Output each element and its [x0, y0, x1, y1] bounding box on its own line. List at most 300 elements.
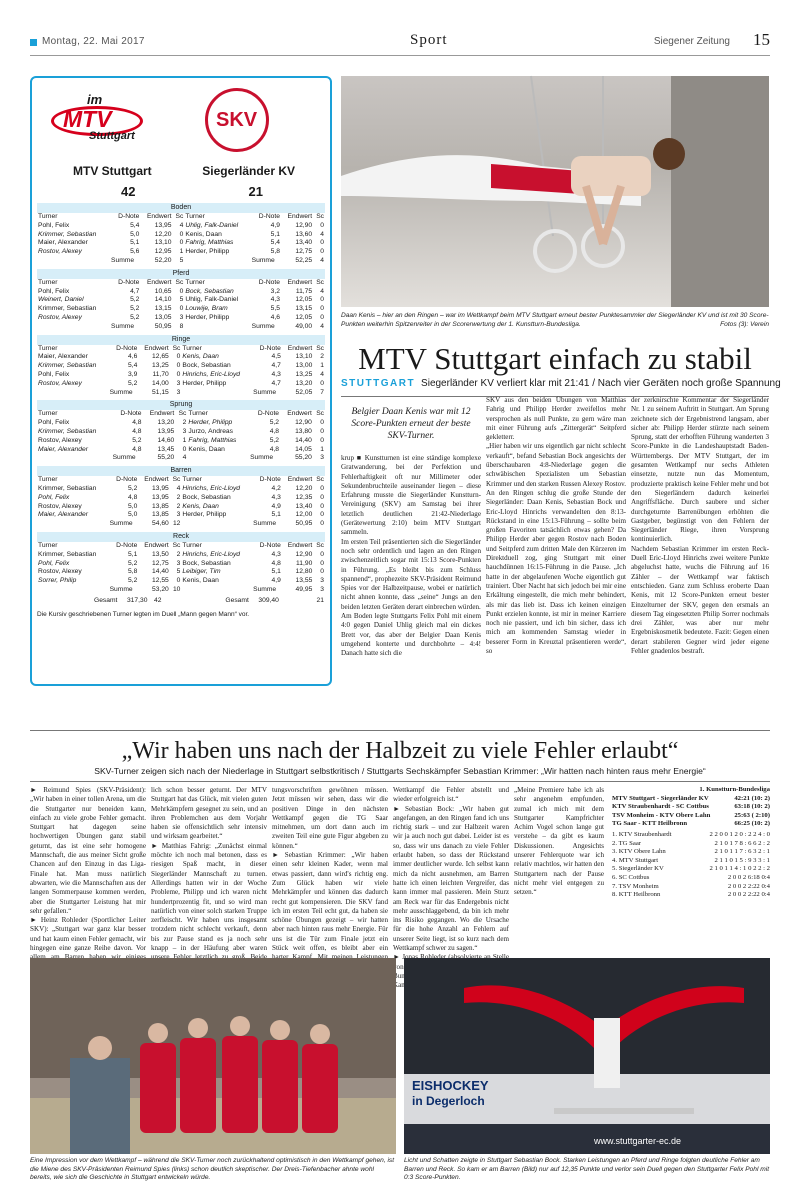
column-header: Sc [316, 476, 324, 484]
sum-cell: 52,25 [295, 256, 313, 264]
column-header: Turner [185, 278, 205, 286]
divider [30, 730, 770, 731]
table-cell: 3,2 [270, 287, 280, 295]
kicker-text: Siegerländer KV verliert klar mit 21:41 / Nach vier Geräten noch große Spannung [421, 378, 781, 389]
total-row [37, 597, 325, 606]
sum-cell: 53,20 [152, 585, 169, 593]
table-cell: Bock, Sebastian [182, 559, 231, 567]
sum-cell: Summe [251, 322, 275, 330]
table-cell: Hinrichs, Eric-Lloyd [182, 484, 241, 492]
table-cell: 2 [182, 419, 187, 427]
sum-cell: 0 [320, 520, 324, 528]
photo-rings [341, 76, 769, 307]
table-header-row [37, 213, 325, 222]
table-cell: 0 [320, 511, 324, 519]
column-header: Turner [38, 541, 58, 549]
sum-cell: 52,05 [295, 388, 313, 396]
table-cell: 4,3 [271, 550, 281, 558]
table-cell: 13,15 [154, 305, 172, 313]
table-cell: 1 [320, 445, 324, 453]
divider [30, 781, 770, 782]
table-cell: 5,1 [271, 568, 281, 576]
team-record: 2 1 0 1 7 8 : 6 6 2 : 2 [714, 839, 770, 847]
table-row [37, 362, 325, 371]
sum-cell: 4 [320, 322, 324, 330]
table-cell: Maier, Alexander [38, 353, 88, 361]
photo-team-caption: Eine Impression vor dem Wettkampf – während die SKV-Turner noch zurückhaltend optimistisch in den Wettkampf gehen, ist die Miene des SKV-Präsidenten Reimund Spies (links) schon deutlich skeptischer. Der Dreis-Tiefenbacher ahnte wohl bereits, wie sich die Geschichte in Stuttgart entwickeln würde. [30, 1157, 395, 1181]
apparatus-4 [37, 466, 325, 529]
team-record: 2 0 0 2 6:18 0:4 [727, 873, 770, 881]
apparatus-title: Pferd [37, 269, 325, 279]
sum-cell: 3 [176, 388, 181, 396]
table-cell: 12,90 [295, 221, 313, 229]
table-cell: 3 [182, 427, 187, 435]
table-cell: Maier, Alexander [38, 239, 88, 247]
table-cell: Maier, Alexander [38, 511, 88, 519]
apparatus-table [37, 279, 325, 332]
table-row [37, 503, 325, 512]
sum-cell [181, 586, 252, 595]
issue-date: Montag, 22. Mai 2017 [42, 36, 145, 47]
table-cell: 13,85 [152, 502, 169, 510]
table-cell: 0 [320, 550, 324, 558]
article2-subhead: SKV-Turner zeigen sich nach der Niederlage in Stuttgart selbstkritisch / Stuttgarts Sechskämpfer Sebastian Krimmer: „Wir hatten nach hinten raus mehr Energie“ [94, 766, 706, 776]
table-row [37, 419, 325, 428]
table-cell: 0 [182, 445, 187, 453]
match-score: 66:25 (10: 2) [734, 820, 770, 828]
table-cell: 11,90 [296, 559, 313, 567]
table-cell: 5,1 [270, 230, 280, 238]
column-header: Turner [38, 278, 58, 286]
table-row [37, 446, 325, 455]
team-record: 2 0 0 2 2:22 0:4 [727, 891, 770, 899]
table-cell: 13,10 [154, 239, 172, 247]
table-cell: 4,3 [271, 370, 281, 378]
league-match [612, 812, 770, 821]
table-cell: 5,4 [130, 221, 140, 229]
column-header: Turner [182, 541, 202, 549]
table-cell: 0 [320, 239, 324, 247]
team-name: 3. KTV Obere Lahn [612, 848, 666, 856]
table-header-row [37, 345, 325, 354]
mtv-logo [51, 92, 156, 146]
table-cell: 0 [176, 370, 181, 378]
sum-cell: 54,60 [152, 520, 169, 528]
column-header: Sc [172, 476, 181, 484]
table-cell: 0 [320, 248, 324, 256]
table-cell: 12,05 [295, 313, 313, 321]
table-cell: 0 [179, 287, 184, 295]
table-cell: 5,8 [270, 248, 280, 256]
article2-col3: tungsvorschriften gewöhnen müssen. Jetzt müssen wir sehen, dass wir die positiven Dinge in den nächsten Wettkampf gegen die TG Saar mitnehmen, um dort dann auch im zweiten Teil eine gute Figur abgeben zu können.“ ► Sebastian Krimmer: „Wir haben einen sehr kleinen Kader, wenn mal etwas passiert, dann wird's richtig eng. Zum Glück haben wir viele Mehrkämpfer und können das dadurch recht gut kompensieren. Die SKV fand ich im ersten Teil echt gut, da haben sie schöne Übungen gezeigt – wir hatten aber nach hinten raus mehr Energie. Für uns ist die Tür zum Finale jetzt ein Stück weit offen, es bleibt aber ein [272, 786, 388, 953]
sum-row [37, 323, 325, 332]
table-cell: 0 [176, 577, 181, 585]
table-cell: 13,95 [154, 221, 172, 229]
table-cell: 5,2 [128, 484, 138, 492]
standings-row [612, 857, 770, 866]
team-record: 2 2 0 0 1 2 0 : 2 2 4 : 0 [709, 830, 770, 838]
table-cell: 12,05 [295, 296, 313, 304]
column-header: D-Note [257, 410, 280, 418]
apparatus-0 [37, 203, 325, 266]
sum-cell: Summe [112, 454, 136, 462]
table-cell: Rostov, Alexey [38, 568, 82, 576]
sum-cell: 49,00 [295, 322, 313, 330]
table-cell: 4,3 [270, 296, 280, 304]
sum-cell: Summe [109, 585, 133, 593]
photo-barren [404, 958, 770, 1154]
table-cell: 5,2 [269, 436, 280, 444]
table-cell: 5,2 [130, 305, 140, 313]
table-row [37, 353, 325, 362]
banner-degerloch: in Degerloch [412, 1094, 485, 1108]
column-header: Turner [38, 213, 58, 220]
table-cell: 4,8 [269, 427, 280, 435]
league-match [612, 803, 770, 812]
article1-col2: SKV aus den beiden Übungen von Matthias Fahrig und Philipp Herder zweifellos mehr versprochen als null Punkte, zu gern wäre man mit einer Führung aufs „Zittergerät“ Seitpferd gekletterr. „Hier haben wir uns eigentlich gar nicht schlecht verkauft“, befand Sebastian Bock angesichts der überschaubaren 4:8-Niederlage gegen die schwäbischen Spezialisten um Sebastian Krimmer und den starken Russen Alexey Rostov. An den Ringen schlug die große Stunde der Siegerländer: Daan Kenis, Sebastian Bock und Eric-Lloyd Hinrichs verwandelten den 8:13-Rückstand in eine 15:13-Führung – sollte beim großen Favoriten tatsächlich etwas gehen? Da Philipp Herder aber gegen Rostov nach Boden und Seitpferd zum dritten Male den Kürzeren im Direktduell zog, ging Stuttgart mit einer hauchdünnen 16:15-Führung in die Pause. „Ich hatte in der abgelaufenen Woche eigentlich gut trainiert. Über Nacht hat sich jedoch bei mir eine Erkältung eingestellt, die mich mehr behindert, als mir das lieb ist. Dass ich keinen einzigen Punkt erzielen konnte, ist mir in meiner Karriere noch nie passiert, und ich bin sicher, dass ich mich am kommenden Samstag wieder in besserer Form in Kreuztal präsentieren werde“, so [486, 396, 627, 656]
sum-cell: 50,95 [154, 322, 172, 330]
table-cell: 3 [176, 511, 181, 519]
team-record: 2 1 1 0 1 5 : 9 3 3 : 1 [714, 856, 770, 864]
mtv-logo-text: MTV [63, 106, 112, 132]
table-cell: 5,0 [130, 230, 140, 238]
sum-row [37, 520, 325, 529]
mtv-logo-prefix: im [87, 92, 103, 107]
table-cell: 12,65 [152, 353, 169, 361]
table-row [37, 485, 325, 494]
table-cell: 13,95 [152, 484, 169, 492]
table-cell: 4,8 [271, 559, 281, 567]
team-record: 2 0 0 2 2:22 0:4 [727, 882, 770, 890]
team-name: 2. TG Saar [612, 839, 642, 847]
column-header: Sc [316, 541, 324, 549]
column-header: Sc [316, 410, 324, 418]
match-teams: MTV Stuttgart - Siegerländer KV [612, 794, 709, 802]
article2-col4: Wettkampf die Fehler abstellt und wieder erfolgreich ist.“ ► Sebastian Bock: „Wir haben gut angefangen, an den Ringen fand ich uns richtig stark – und zur Halbzeit waren wir ja auch noch gut dabei. Leider ist es so, dass wir uns danach zu viele Fehler erlaubt haben, so dass der Rückstand immer deutlicher wurde. Ich selbst kann mich da nicht ausnehmen, am Barren hatte ich einen leichten Vergreifer, das kann immer mal passieren. Mein Sturz am Reck war für das Endergebnis nicht mehr ausschlaggebend, da bin ich mehr ins Risiko gegangen. Wo die Ursache für die hohe Anzahl an Fehlern auf unserer Seite liegt, ist so kurz nach dem Wettkampf schwer zu sagen.“ ► von [393, 786, 509, 971]
mtv-logo-sub: Stuttgart [89, 130, 135, 142]
sum-cell: 49,95 [295, 585, 313, 593]
table-cell: 14,05 [295, 445, 312, 453]
table-cell: Bock, Sebastian [182, 493, 231, 501]
table-cell: 0 [320, 379, 324, 387]
apparatus-1 [37, 269, 325, 332]
column-header: Endwert [287, 278, 313, 286]
table-row [37, 248, 325, 257]
table-cell: 5 [179, 296, 184, 304]
table-cell: 0 [320, 436, 324, 444]
table-cell: 0 [320, 493, 324, 501]
team-name: 6. SC Cottbus [612, 873, 650, 881]
sum-cell [37, 323, 110, 332]
table-cell: 5,2 [128, 559, 138, 567]
column-header: Endwert [287, 541, 313, 549]
table-cell: Fahrig, Matthias [185, 239, 234, 247]
table-cell: Herder, Philipp [185, 248, 230, 256]
table-cell: Kenis, Daan [182, 502, 219, 510]
table-cell: Herder, Philipp [182, 379, 227, 387]
table-cell: 4,9 [270, 221, 280, 229]
standings-row [612, 840, 770, 849]
table-row [37, 551, 325, 560]
table-cell: 13,10 [295, 353, 313, 361]
table-cell: 5,1 [271, 511, 281, 519]
table-cell: 4,3 [271, 493, 281, 501]
total-label: Gesamt [94, 596, 118, 604]
table-cell: 0 [176, 353, 181, 361]
league-match-results [612, 795, 770, 829]
league-standings [612, 831, 770, 900]
table-cell: Krimmer, Sebastian [38, 305, 97, 313]
apparatus-table [37, 410, 325, 463]
table-cell: Herder, Philipp [185, 313, 230, 321]
photo-rings-caption-text: Daan Kenis – hier an den Ringen – war im Wettkampf beim MTV Stuttgart erneut bester Punktesammler der Siegerländer KV und ist mit 30 Score-Punkten weiterhin Spitzenreiter in der Scorerwertung der 1. Kunstturn-Bundesliga. [341, 312, 769, 328]
column-header: D-Note [120, 410, 142, 418]
table-cell: 5,8 [128, 568, 138, 576]
column-header: D-Note [118, 278, 140, 286]
column-header: Sc [175, 213, 184, 220]
table-row [37, 380, 325, 389]
table-cell: Krimmer, Sebastian [38, 362, 97, 370]
photo-barren-caption: Licht und Schatten zeigte in Stuttgart Sebastian Bock. Starken Leistungen an Pferd und Ringe folgten deutliche Fehler am Barren und Reck. So kam er am Barren (Bild) nur auf 12,35 Punkte und verlor sein Duell gegen den Stuttgarter Felix Pohl mit 0:3 Score-Punkten. [404, 1157, 770, 1181]
apparatus-title: Barren [37, 466, 325, 476]
table-cell: 4,8 [269, 445, 280, 453]
page-number: 15 [753, 30, 770, 49]
table-cell: 10,65 [154, 287, 172, 295]
column-header: D-Note [118, 213, 140, 220]
table-cell: 2 [176, 493, 181, 501]
sum-row [37, 454, 325, 463]
table-cell: 3,9 [128, 370, 138, 378]
table-row [37, 296, 325, 305]
sum-cell: Summe [251, 256, 275, 264]
table-cell: 12,00 [295, 511, 313, 519]
table-cell: 0 [179, 230, 184, 238]
table-cell: Uhlig, Falk-Daniel [185, 296, 239, 304]
table-cell: Rostov, Alexey [38, 436, 82, 444]
table-cell: 4,8 [132, 427, 142, 435]
column-header: Sc [178, 410, 187, 418]
table-cell: Kenis, Daan [182, 353, 219, 361]
table-cell: 13,20 [157, 419, 175, 427]
column-header: Sc [316, 344, 324, 352]
table-cell: 12,35 [295, 493, 313, 501]
team-name: 1. KTV Straubenhardt [612, 830, 672, 838]
sum-cell [37, 257, 110, 266]
table-cell: 14,40 [295, 436, 312, 444]
sum-cell: 51,15 [152, 388, 169, 396]
table-cell: Krimmer, Sebastian [38, 427, 97, 435]
article2-col2: lich schon besser geturnt. Der MTV Stuttgart hat das Glück, mit vielen guten Mehrkämpfern gesegnet zu sein, und an ihren Problemchen aus dem Vorjahr haben sie offensichtlich sehr intensiv und wirksam gearbeitet.“ ► Matthias Fahrig: „Zunächst einmal möchte ich noch mal betonen, dass es riesigen Spaß macht, in dieser Siegerländer Mannschaft zu turnen. Allerdings hatten wir in der Woche Probleme, Philipp und ich waren nicht hundertprozentig fit, und so wird man natürlich von einer solch starken Truppe zerfleischt. Wir haben uns insgesamt trotzdem nicht schlecht verkauft, denn bis zur Pause stand es ja noch sehr knapp – in der Häufung aber waren [151, 786, 267, 953]
total-sc-home: 42 [153, 596, 162, 604]
table-cell: 5,6 [130, 248, 140, 256]
column-header: Turner [38, 344, 58, 352]
table-cell: 5 [176, 568, 181, 576]
sum-cell: 52,20 [154, 256, 172, 264]
table-cell: 0 [320, 484, 324, 492]
table-cell: 5,5 [270, 305, 280, 313]
sum-cell: 7 [320, 388, 324, 396]
apparatus-3 [37, 400, 325, 463]
column-header: D-Note [259, 476, 281, 484]
column-header: D-Note [116, 344, 138, 352]
sum-cell: 50,95 [295, 520, 313, 528]
home-score: 42 [121, 184, 136, 199]
table-cell: 4,2 [271, 484, 281, 492]
table-cell: 14,00 [152, 379, 169, 387]
total-label-away: Gesamt [225, 596, 249, 604]
sum-row [37, 257, 325, 266]
table-cell: 3 [179, 313, 184, 321]
sum-cell [37, 454, 112, 463]
sum-cell [37, 389, 109, 398]
table-cell: Hinrichs, Eric-Lloyd [182, 370, 241, 378]
article1-col1: krup ■ Kunstturnen ist eine ständige komplexe Gratwanderung, bei der Perfektion und Fehlerhaftigkeit oft nur Millimeter oder Sekundenbruchteile auseinander liegen – diese Erfahrung musste die Siegerländer Kunstturn-Vereinigung (SKV) am Samstag bei ihrer letztlich deutlichen 21:42-Niederlage (Gerätewertung 2:10) beim MTV Stuttgart sammeln. Im ersten Teil präsentierten sich die Siegerländer noch sehr ordentlich und lagen an den Ringen zwischenzeitlich sogar mit 15:13 Score-Punkten in Führung. „Es bleibt bis zum Schluss spannend“, prophezeite SKV-Präsident Reimund Spies vor der Halbzeitpause, wobei er natürlich nicht ahnen konnte, dass „seine“ Jungs an den beiden letzten Geräten derart einbrechen würden. Am Boden legte Stuttgarts Felix Pohl mit einem 4:0 gegen Daniel Uhlig gleich mal ein dickes Brett vor, das aber der Belgier Daan Kenis umgehend konterte und durchbohrte – 4:4! Danach hatte sich die [341, 454, 481, 658]
table-cell: 4 [320, 370, 324, 378]
table-cell: Pohl, Felix [38, 287, 70, 295]
table-cell: 5,2 [130, 313, 140, 321]
total-sc-away: 21 [316, 596, 324, 604]
table-cell: 5,0 [128, 511, 138, 519]
article2-col5: „Meine Premiere habe ich als sehr angenehm empfunden, zumal ich mich mit dem Stuttgarter Kampfrichter Achim Vogel schon lange gut verstehe – da gibt es kaum Diskussionen. Angesichts unserer Fehlerquote war ich relativ machtlos, wir hatten den Stuttgartern nach der Pause nicht mehr viel entgegen zu setzen.“ [514, 786, 604, 897]
table-row [37, 511, 325, 520]
skv-logo-text: SKV [216, 109, 258, 131]
table-header-row [37, 279, 325, 288]
column-header: D-Note [116, 541, 138, 549]
table-cell: 5,4 [270, 239, 280, 247]
column-header: D-Note [258, 278, 280, 286]
photo-team [30, 958, 396, 1154]
table-cell: 5,1 [130, 239, 140, 247]
banner-eishockey: EISHOCKEY [412, 1078, 489, 1093]
table-cell: 11,75 [295, 287, 313, 295]
apparatus-table [37, 345, 325, 398]
sum-cell: 8 [179, 322, 184, 330]
standings-row [612, 874, 770, 883]
table-cell: Rostov, Alexey [38, 313, 82, 321]
table-cell: 13,05 [154, 313, 172, 321]
table-cell: 12,80 [295, 568, 313, 576]
table-cell: 4,7 [271, 379, 281, 387]
table-cell: 4,7 [271, 362, 281, 370]
sum-cell: 5 [179, 256, 184, 264]
pull-quote: Belgier Daan Kenis war mit 12 Score-Punkten erneut der beste SKV-Turner. [351, 407, 471, 441]
match-score: 25:63 ( 2:10) [734, 811, 770, 819]
table-cell: 2 [176, 550, 181, 558]
sum-cell [184, 323, 250, 332]
table-cell: 13,95 [152, 493, 169, 501]
table-cell: Bock, Sebastian [185, 287, 234, 295]
apparatus-table [37, 542, 325, 595]
team-record: 2 1 0 1 1 7 : 6 3 2 : 1 [714, 848, 770, 856]
column-header: Turner [182, 476, 202, 484]
table-cell: 5,2 [269, 419, 280, 427]
table-cell: Weinert, Daniel [38, 296, 84, 304]
sum-cell [181, 520, 252, 529]
table-cell: 5,2 [128, 379, 138, 387]
home-team: MTV Stuttgart [73, 164, 152, 178]
sum-cell: Summe [253, 388, 277, 396]
sum-cell: Summe [111, 256, 135, 264]
team-name: 8. KTT Heilbronn [612, 891, 661, 899]
table-row [37, 239, 325, 248]
table-cell: Kenis, Daan [185, 230, 222, 238]
column-header: Sc [172, 344, 181, 352]
column-header: Turner [185, 213, 205, 220]
table-cell: 13,60 [295, 230, 313, 238]
standings-row [612, 865, 770, 874]
total-home: 317,30 [126, 596, 148, 604]
table-cell: Fahrig, Matthias [188, 436, 237, 444]
match-score: 63:18 (10: 2) [734, 803, 770, 811]
match-teams: TG Saar - KTT Heilbronn [612, 820, 688, 828]
table-cell: 4,8 [132, 445, 142, 453]
sum-cell: 55,20 [157, 454, 175, 462]
column-header: Endwert [149, 410, 175, 418]
table-cell: Pohl, Felix [38, 221, 70, 229]
table-cell: 5,1 [128, 550, 138, 558]
column-header: D-Note [116, 476, 138, 484]
table-header-row [37, 542, 325, 551]
column-header: Turner [38, 476, 58, 484]
sum-row [37, 389, 325, 398]
table-cell: 4 [320, 287, 324, 295]
column-header: Sc [316, 278, 324, 286]
table-row [37, 371, 325, 380]
column-header: Sc [316, 213, 324, 220]
table-cell: 12,75 [295, 248, 313, 256]
table-cell: Rostov, Alexey [38, 502, 82, 510]
table-cell: 4,8 [128, 493, 138, 501]
table-cell: 0 [320, 502, 324, 510]
photo-rings-caption [341, 312, 769, 329]
total-away: 309,40 [258, 596, 279, 604]
match-score: 42:21 (10: 2) [734, 794, 770, 802]
table-cell: Pohl, Felix [38, 493, 70, 501]
team-name: 4. MTV Stuttgart [612, 856, 659, 864]
newspaper-name: Siegener Zeitung [653, 36, 730, 47]
column-header: Endwert [287, 213, 313, 220]
table-cell: Rostov, Alexey [38, 248, 82, 256]
sum-cell: Summe [111, 322, 135, 330]
table-cell: Sorrer, Philip [38, 577, 77, 585]
team-name: 7. TSV Monheim [612, 882, 659, 890]
table-cell: 12,90 [295, 419, 312, 427]
table-cell: 5,0 [128, 502, 138, 510]
standings-row [612, 848, 770, 857]
table-cell: 12,90 [295, 550, 313, 558]
table-cell: Kenis, Daan [182, 577, 219, 585]
column-header: Endwert [146, 278, 172, 286]
table-cell: 13,20 [295, 379, 313, 387]
table-row [37, 494, 325, 503]
banner-url: www.stuttgarter-ec.de [594, 1136, 682, 1146]
table-header-row [37, 476, 325, 485]
table-cell: 0 [320, 221, 324, 229]
column-header: D-Note [259, 344, 281, 352]
column-header: Endwert [144, 476, 169, 484]
column-header: Turner [182, 344, 202, 352]
table-cell: Krimmer, Sebastian [38, 484, 97, 492]
table-row [37, 428, 325, 437]
results-box [30, 76, 332, 686]
rings-gymnast-illustration [341, 76, 769, 307]
column-header: Endwert [287, 410, 312, 418]
table-cell: 13,15 [295, 305, 313, 313]
apparatus-2 [37, 335, 325, 398]
column-header: Endwert [146, 213, 172, 220]
sum-cell [37, 520, 109, 529]
table-cell: 12,20 [295, 484, 313, 492]
